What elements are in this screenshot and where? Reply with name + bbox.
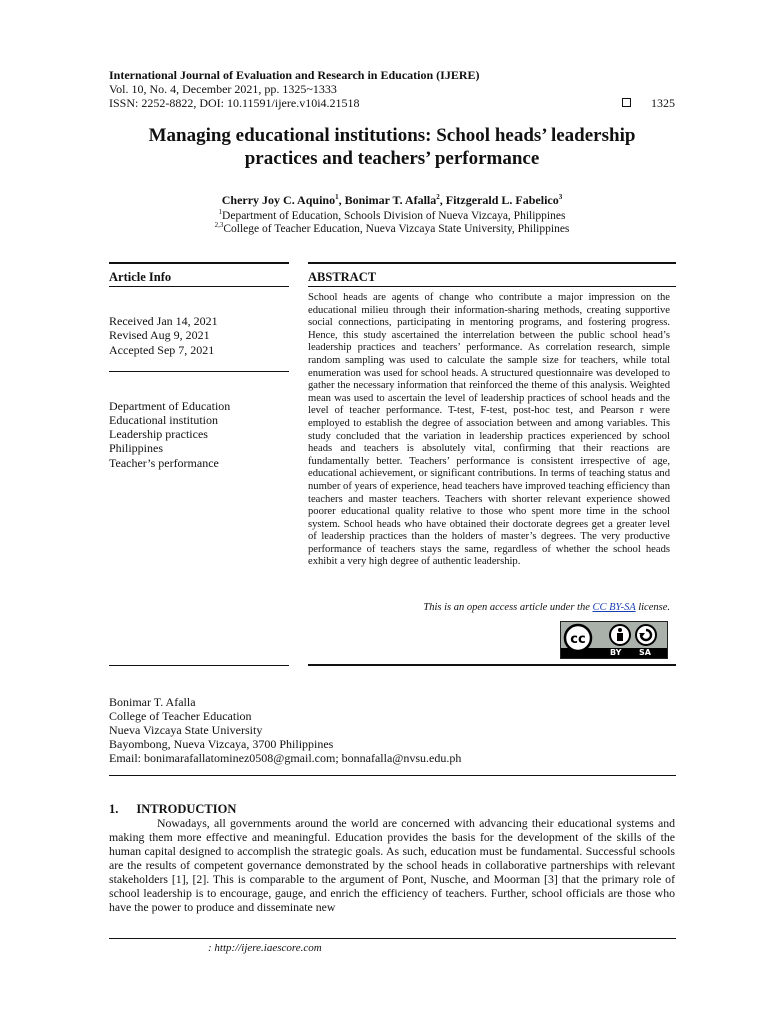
- author-affiliation-mark: 1: [335, 193, 339, 201]
- history-revised: Revised Aug 9, 2021: [109, 328, 210, 342]
- affiliation-mark: 1: [218, 208, 223, 216]
- footer-rule: [109, 938, 676, 939]
- keyword-item: Teacher’s performance: [109, 456, 219, 470]
- affiliation-text: College of Teacher Education, Nueva Vizcaya State University, Philippines: [223, 222, 570, 235]
- author-separator: ,: [338, 193, 345, 207]
- corresponding-author-address: Bayombong, Nueva Vizcaya, 3700 Philippines: [109, 737, 334, 751]
- section-number: 1.: [109, 802, 119, 816]
- open-access-prefix: This is an open access article under the: [423, 602, 593, 613]
- abstract-body: School heads are agents of change who contribute a major impression on the educational milieu through their information-sharing methods, creating supportive social connections, participating in mentoring programs, and fostering progress. Hence, this study ascertained the interrelation between the public school head’s leadership practices and teachers’ performance. As correlation research, simple random sampling was used to calculate the sample size for teachers, while total enumeration was used for school heads. A structured questionnaire was developed to gather the necessary information that reinforced the theme of this analysis. Weighted mean was used to ascertain the level of leadership practices of school heads and the level of teacher performance. T-test, F-test, post-hoc test, and Pearson r were employed to establish the degree of association between and among variables. This study concluded that the variation in leadership practices experienced by school heads and teachers is absolutely vital, confirming that their reactions are fundamentally better. Teachers’ performance is consistent irrespective of age, educational achievement, or significant contributions. In terms of teaching status and number of years of experience, head teachers have improved teaching efficiency than teachers and master teachers. Teachers with shorter relevant experience showed poorer educational quality relative to those who spent more time in the school system. School heads who have obtained their doctorate degrees get a greater level of leadership practices than the holders of master’s degrees. The very productive performance of teachers stays the same, regardless of whether the school heads exhibit a very high degree of authentic leadership.: [308, 292, 670, 568]
- page-number: 1325: [651, 96, 675, 110]
- abstract-top-rule: [308, 262, 676, 264]
- page-box-icon: [622, 98, 631, 107]
- keyword-item: Department of Education: [109, 399, 231, 413]
- affiliation-1: [100, 208, 684, 222]
- corresponding-author-university: Nueva Vizcaya State University: [109, 723, 263, 737]
- journal-name: International Journal of Evaluation and Research in Education (IJERE): [109, 68, 480, 82]
- corresponding-author-rule: [109, 775, 676, 776]
- author-list: [100, 193, 684, 208]
- open-access-suffix: license.: [635, 602, 670, 613]
- corresponding-author-college: College of Teacher Education: [109, 709, 252, 723]
- author-separator: ,: [439, 193, 446, 207]
- svg-text:cc: cc: [570, 632, 586, 647]
- author-name: Bonimar T. Afalla: [344, 193, 437, 207]
- open-access-statement: [308, 602, 670, 613]
- section-title: INTRODUCTION: [136, 802, 237, 816]
- paper-title-line: practices and teachers’ performance: [244, 148, 540, 169]
- section-heading-introduction: [109, 802, 236, 817]
- article-info-divider: [109, 371, 289, 372]
- author-affiliation-mark: 2: [436, 193, 440, 201]
- article-info-heading-rule: [109, 286, 289, 287]
- article-info-heading: Article Info: [109, 270, 172, 284]
- keyword-item: Philippines: [109, 441, 164, 455]
- abstract-heading-rule: [308, 286, 676, 287]
- keyword-item: Leadership practices: [109, 427, 208, 441]
- introduction-paragraph: Nowadays, all governments around the world are concerned with advancing their educational systems and making them more effective and meaningful. Education provides the basis for the development of the skills of the human capital designed to accomplish the strategic goals. As such, education must be fundamental. Successful schools are the results of competent governance demonstrated by the school heads in collaborative partnerships with relevant stakeholders [1], [2]. This is comparable to the argument of Pont, Nusche, and Moorman [3] that the primary role of school leadership is to encourage, gauge, and enrich the efficiency of teachers. Further, school officials are those who have the power to produce and disseminate new: [109, 816, 675, 914]
- journal-issn-doi: ISSN: 2252-8822, DOI: 10.11591/ijere.v10i4.21518: [109, 96, 360, 110]
- introduction-body: [109, 816, 675, 914]
- footer-journal-url: : http://ijere.iaescore.com: [208, 942, 322, 954]
- cc-by-sa-link[interactable]: CC BY-SA: [592, 602, 636, 613]
- affiliation-text: Department of Education, Schools Division of Nueva Vizcaya, Philippines: [222, 209, 566, 222]
- history-received: Received Jan 14, 2021: [109, 314, 218, 328]
- journal-volume: Vol. 10, No. 4, December 2021, pp. 1325~1333: [109, 82, 337, 96]
- author-name: Cherry Joy C. Aquino: [221, 193, 336, 207]
- paper-title: [100, 124, 684, 170]
- corresponding-author-email: Email: bonimarafallatominez0508@gmail.com; bonnafalla@nvsu.edu.ph: [109, 751, 462, 765]
- abstract-heading: ABSTRACT: [308, 270, 377, 284]
- corresponding-author-name: Bonimar T. Afalla: [109, 695, 196, 709]
- cc-by-sa-icon: [560, 621, 668, 659]
- abstract-bottom-rule: [308, 664, 676, 666]
- cc-by-label: BY: [610, 648, 622, 657]
- author-name: Fitzgerald L. Fabelico: [445, 193, 559, 207]
- paper-title-line: Managing educational institutions: School heads’ leadership: [148, 125, 636, 146]
- affiliation-2: [100, 221, 684, 235]
- cc-sa-label: SA: [639, 648, 651, 657]
- history-accepted: Accepted Sep 7, 2021: [109, 343, 215, 357]
- author-affiliation-mark: 3: [558, 193, 563, 201]
- article-info-top-rule: [109, 262, 289, 264]
- keyword-item: Educational institution: [109, 413, 218, 427]
- article-info-bottom-rule: [109, 665, 289, 666]
- affiliation-mark: 2,3: [214, 221, 224, 229]
